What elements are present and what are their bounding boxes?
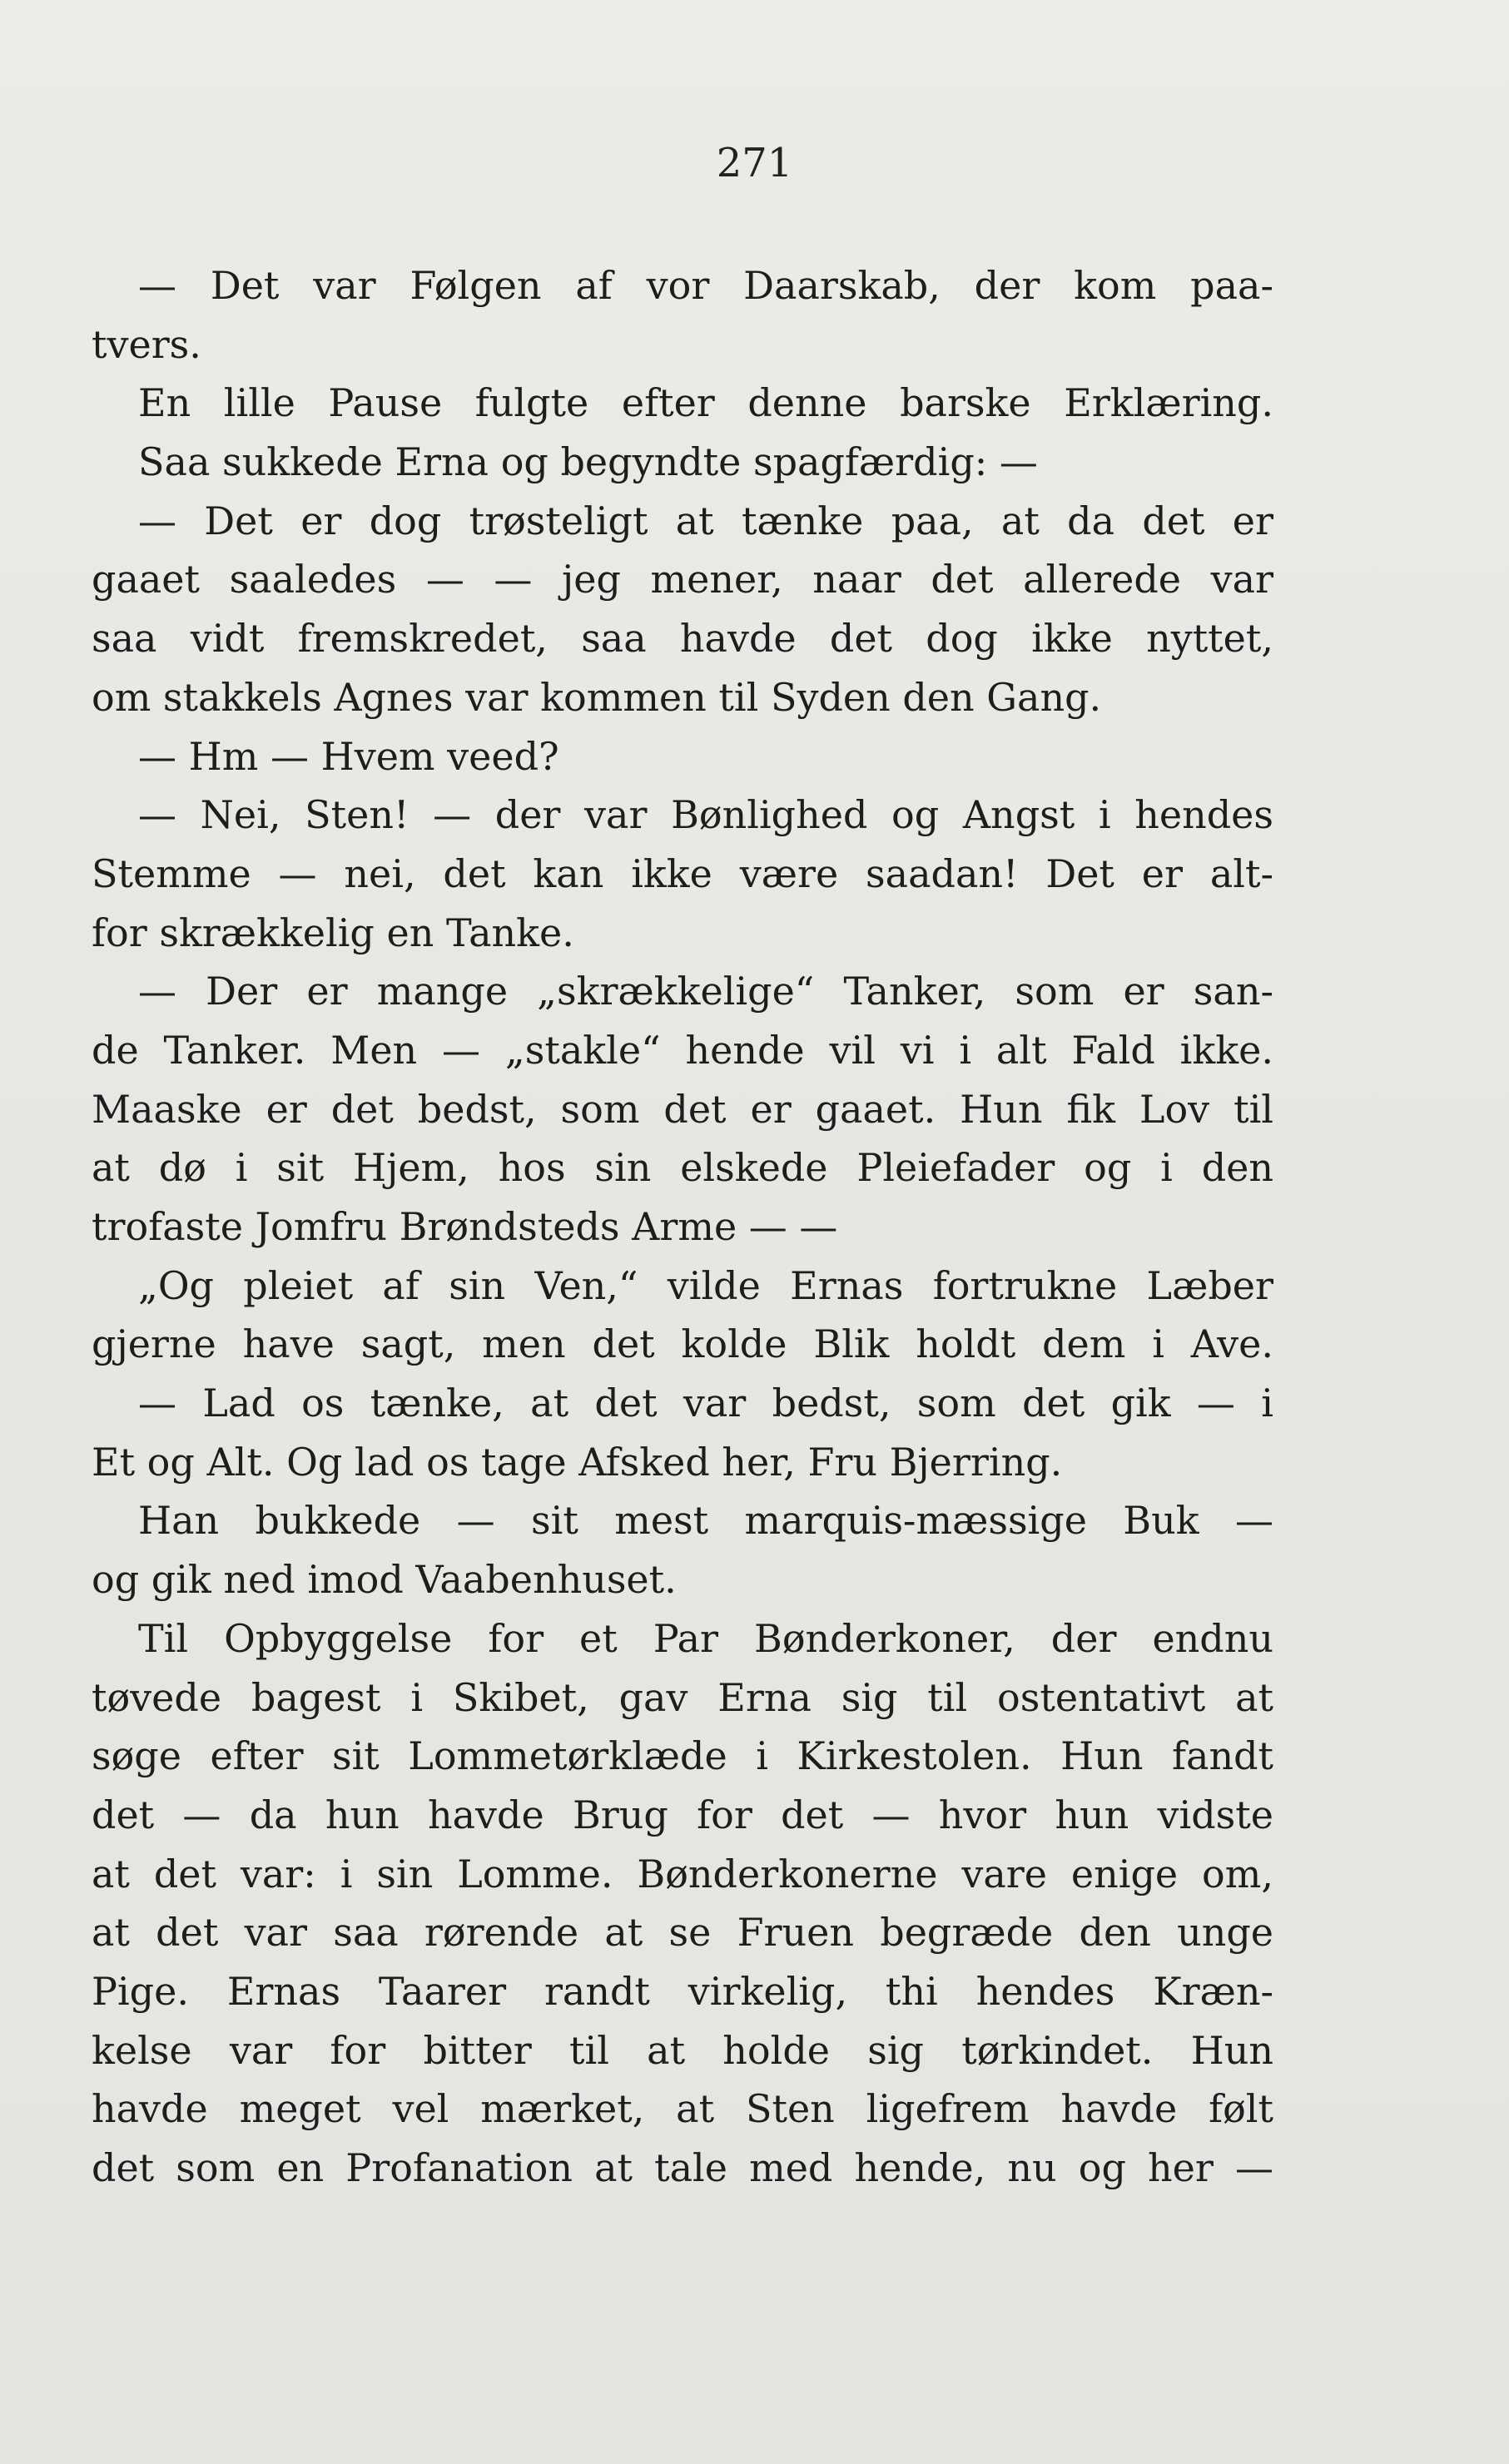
text-line: — Nei, Sten! — der var Bønlighed og Angst i hendes: [138, 792, 1273, 838]
text-line: Stemme — nei, det kan ikke være saadan! Det er alt-: [92, 850, 1273, 896]
text-line: at det var saa rørende at se Fruen begræde den unge: [92, 1910, 1273, 1956]
text-line: de Tanker. Men — „stakle“ hende vil vi i alt Fald ikke.: [92, 1027, 1273, 1073]
text-line: gaaet saaledes — — jeg mener, naar det allerede var: [92, 557, 1273, 602]
text-line: — Der er mange „skrækkelige“ Tanker, som er san-: [138, 969, 1273, 1014]
text-line: — Lad os tænke, at det var bedst, som det gik — i: [138, 1381, 1273, 1426]
text-line: om stakkels Agnes var kommen til Syden den Gang.: [92, 674, 1102, 720]
text-line: — Hm — Hvem veed?: [138, 733, 559, 779]
text-line: Maaske er det bedst, som det er gaaet. Hun fik Lov til: [92, 1086, 1273, 1132]
body-text: [92, 256, 1273, 2198]
text-line: saa vidt fremskredet, saa havde det dog ikke nyttet,: [92, 616, 1273, 662]
page-number: 271: [716, 140, 793, 186]
text-line: tvers.: [92, 321, 201, 367]
text-line: at det var: i sin Lomme. Bønderkonerne vare enige om,: [92, 1851, 1273, 1896]
text-line: Til Opbyggelse for et Par Bønderkoner, der endnu: [138, 1615, 1273, 1661]
text-line: Han bukkede — sit mest marquis-mæssige Buk —: [138, 1498, 1273, 1544]
text-line: Et og Alt. Og lad os tage Afsked her, Fru Bjerring.: [92, 1439, 1063, 1485]
text-line: kelse var for bitter til at holde sig tørkindet. Hun: [92, 2027, 1273, 2073]
text-line: det som en Profanation at tale med hende, nu og her —: [92, 2145, 1273, 2190]
text-line: og gik ned imod Vaabenhuset.: [92, 1557, 677, 1603]
text-line: for skrækkelig en Tanke.: [92, 910, 574, 955]
text-line: søge efter sit Lommetørklæde i Kirkestolen. Hun fandt: [92, 1733, 1273, 1779]
text-line: trofaste Jomfru Brøndsteds Arme — —: [92, 1204, 838, 1249]
text-line: gjerne have sagt, men det kolde Blik holdt dem i Ave.: [92, 1321, 1273, 1367]
text-line: — Det var Følgen af vor Daarskab, der kom paa-: [138, 263, 1273, 308]
text-line: — Det er dog trøsteligt at tænke paa, at da det er: [138, 498, 1273, 543]
text-line: Saa sukkede Erna og begyndte spagfærdig: —: [138, 439, 1038, 485]
text-line: havde meget vel mærket, at Sten ligefrem havde følt: [92, 2086, 1273, 2132]
text-line: Pige. Ernas Taarer randt virkelig, thi hendes Kræn-: [92, 1968, 1273, 2014]
text-line: tøvede bagest i Skibet, gav Erna sig til ostentativt at: [92, 1674, 1273, 1720]
text-line: det — da hun havde Brug for det — hvor hun vidste: [92, 1792, 1273, 1837]
text-line: „Og pleiet af sin Ven,“ vilde Ernas fortrukne Læber: [138, 1262, 1273, 1308]
text-line: En lille Pause fulgte efter denne barske Erklæring.: [138, 380, 1273, 426]
text-line: at dø i sit Hjem, hos sin elskede Pleiefader og i den: [92, 1145, 1273, 1191]
